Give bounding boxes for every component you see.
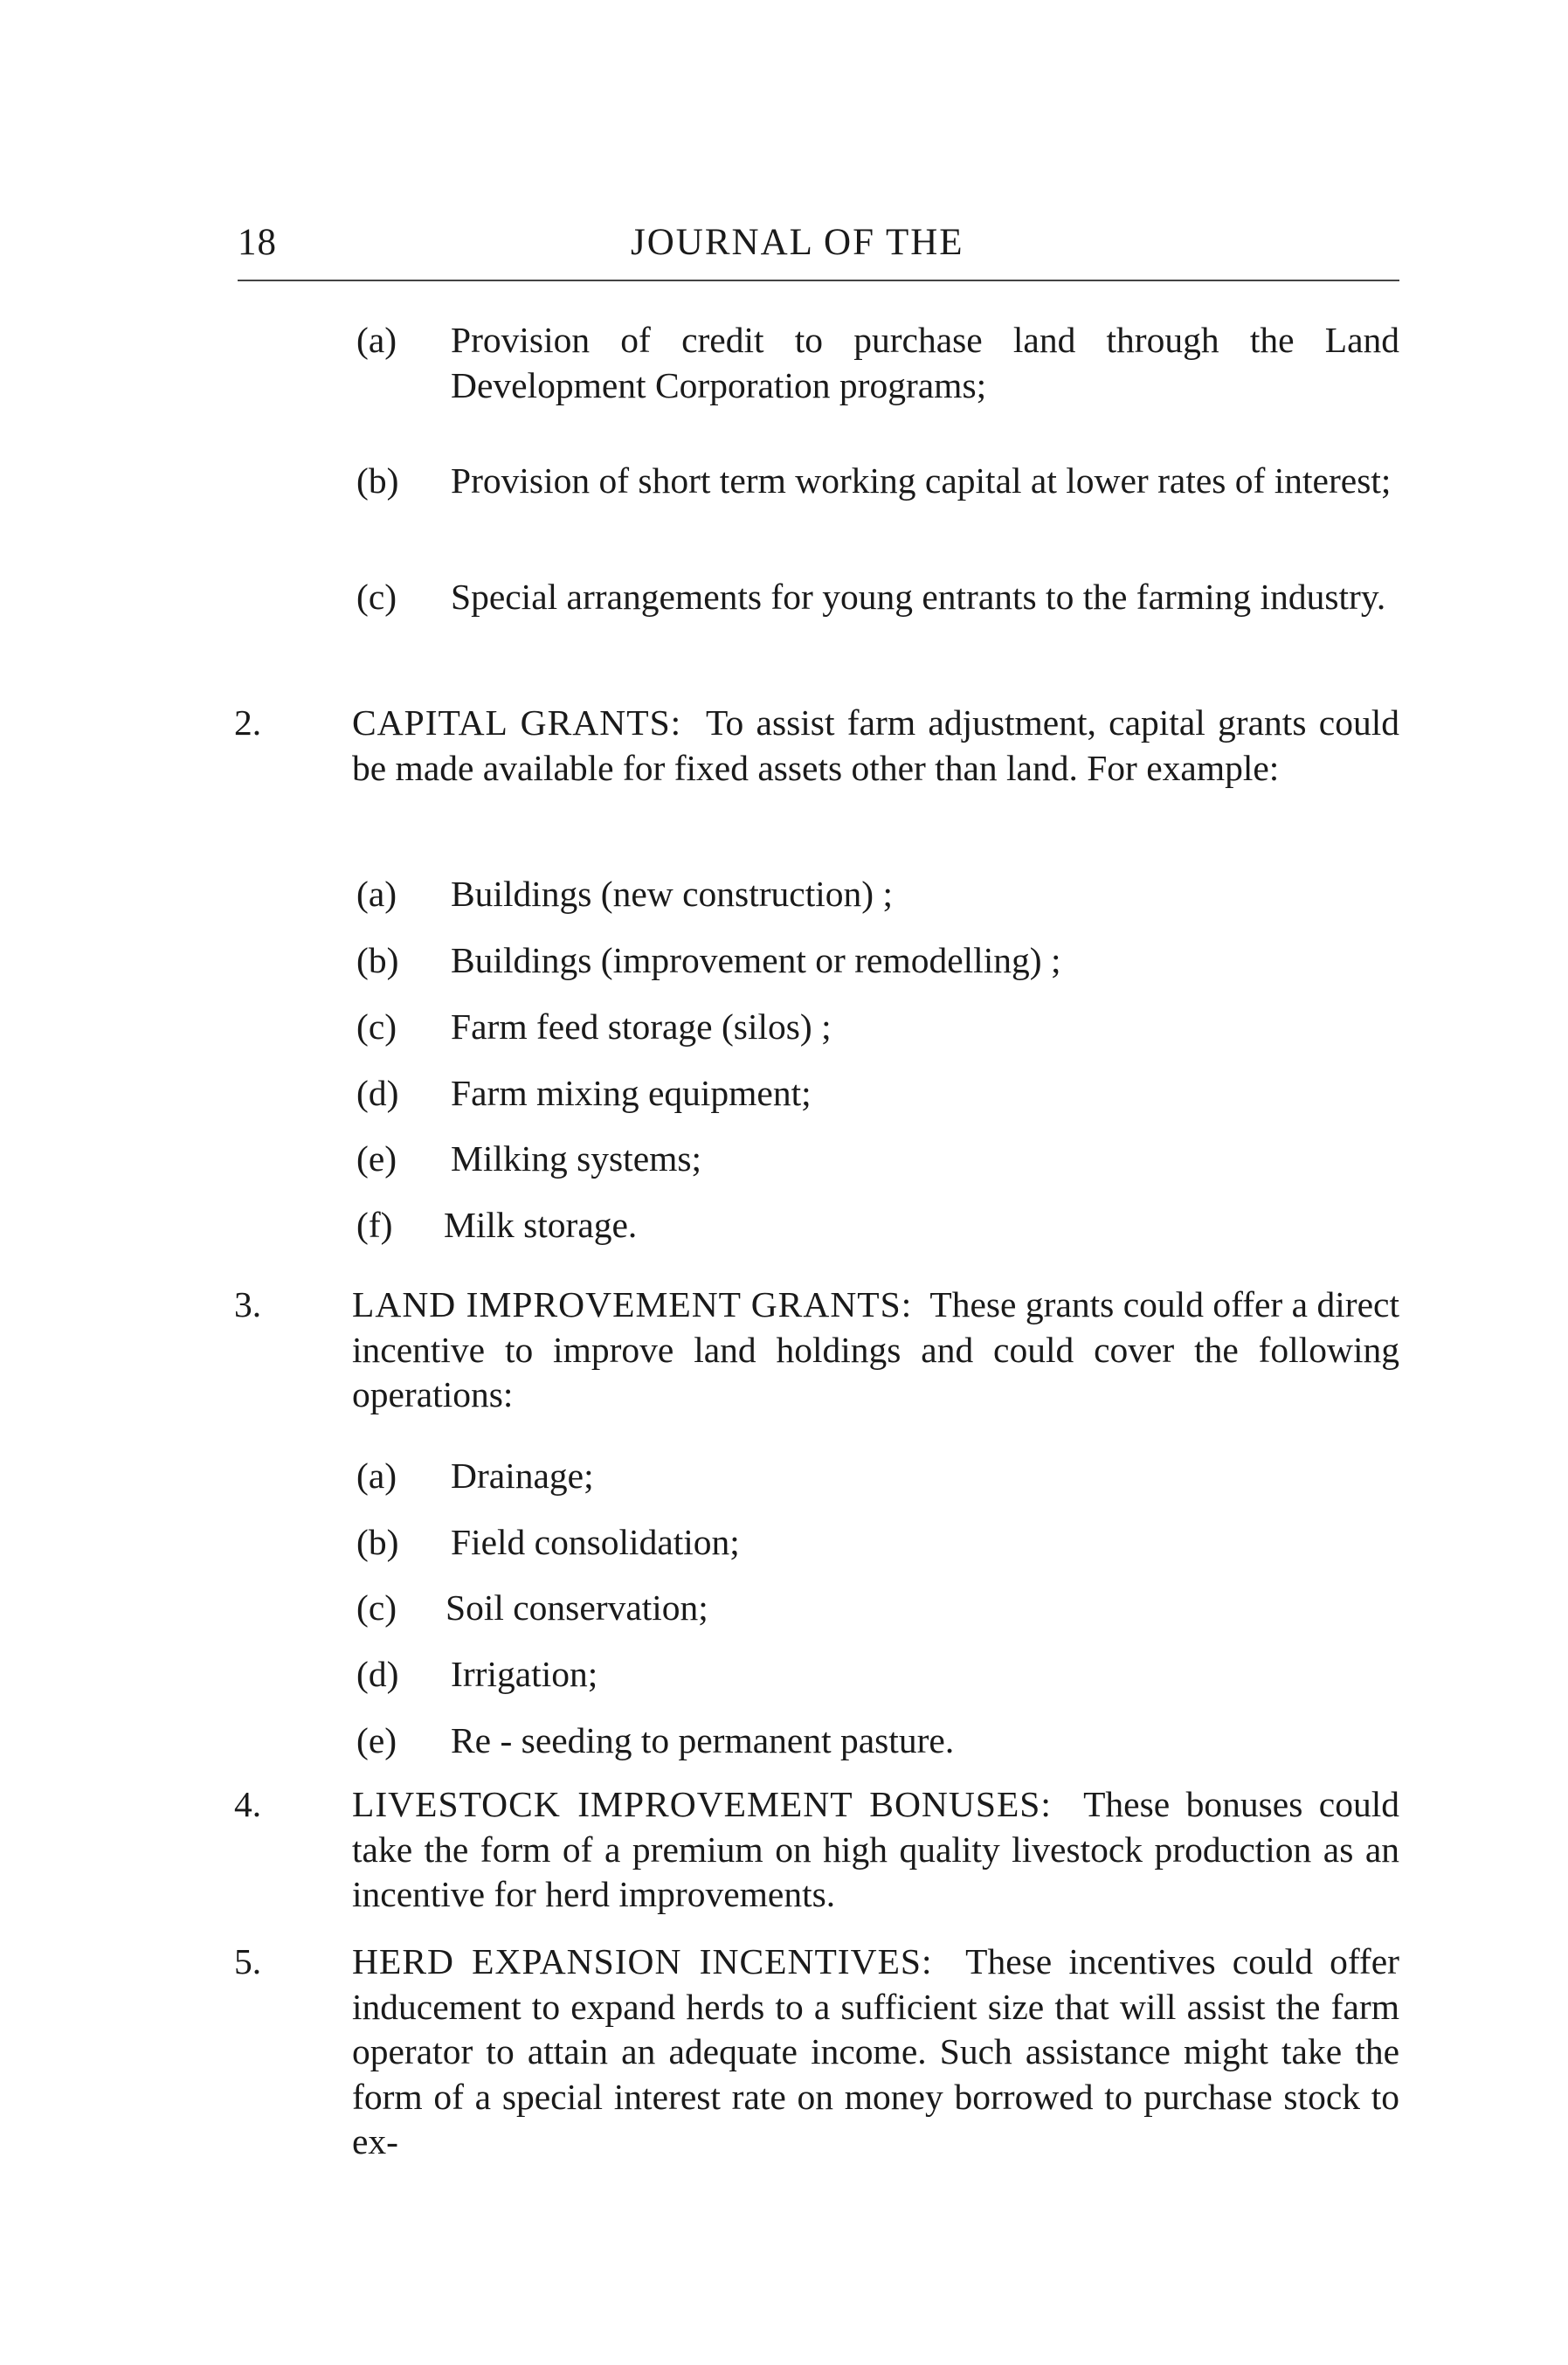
section-heading: LIVESTOCK IMPROVEMENT BONUSES: [352, 1784, 1052, 1824]
list-item-text: Field consolidation; [451, 1522, 740, 1562]
section-number: 5. [234, 1941, 262, 1981]
list-item-label: (e) [356, 1138, 397, 1179]
section-paragraph [352, 701, 1399, 791]
list-item-text: Soil conservation; [446, 1587, 708, 1628]
section-heading: CAPITAL GRANTS: [352, 702, 682, 743]
section-paragraph [352, 1782, 1399, 1918]
list-item-text: Farm mixing equipment; [451, 1073, 812, 1113]
list-item-text: Milking systems; [451, 1138, 702, 1179]
list-item-label: (f) [356, 1205, 393, 1245]
list-item-label: (d) [356, 1073, 399, 1113]
list-item-text: Buildings (improvement or remodelling) ; [451, 940, 1061, 980]
section-text: These incentives could offer inducement to expand herds to a sufficient size that will assist the farm operator to attain an adequate income. Such assistance might take the form of a special interest rate on money borrowed to purchase stock to ex- [352, 1941, 1399, 2161]
section-text: These bonuses could take the form of a premium on high quality livestock production as an incentive for herd improvements. [352, 1784, 1399, 1914]
list-item-label: (e) [356, 1720, 397, 1760]
section-number: 3. [234, 1284, 262, 1324]
running-head: JOURNAL OF THE [631, 222, 964, 263]
list-item-label: (a) [356, 1456, 397, 1496]
intro-item-label: (b) [356, 460, 399, 501]
list-item-text: Drainage; [451, 1456, 594, 1496]
intro-item-text: Provision of short term working capital at lower rates of interest; [451, 460, 1392, 501]
intro-item-label: (a) [356, 320, 397, 360]
list-item-text: Farm feed storage (silos) ; [451, 1006, 832, 1047]
list-item-text: Irrigation; [451, 1654, 598, 1694]
section-heading: HERD EXPANSION INCENTIVES: [352, 1941, 933, 1981]
section-number: 2. [234, 702, 262, 743]
page-number: 18 [238, 222, 277, 263]
section-text: To assist farm adjustment, capital grants could be made available for fixed assets other than land. For example: [352, 702, 1399, 788]
section-number: 4. [234, 1784, 262, 1824]
list-item-text: Buildings (new construction) ; [451, 874, 894, 914]
list-item-label: (c) [356, 1587, 397, 1628]
section-text: These grants could offer a direct incentive to improve land holdings and could cover the following operations: [352, 1284, 1399, 1414]
list-item-label: (b) [356, 1522, 399, 1562]
section-heading: LAND IMPROVEMENT GRANTS: [352, 1284, 913, 1324]
list-item-label: (d) [356, 1654, 399, 1694]
list-item-label: (a) [356, 874, 397, 914]
intro-item-label: (c) [356, 577, 397, 617]
section-paragraph [352, 1283, 1399, 1418]
list-item-text: Milk storage. [444, 1205, 638, 1245]
list-item-text: Re - seeding to permanent pasture. [451, 1720, 955, 1760]
list-item-label: (c) [356, 1006, 397, 1047]
list-item-label: (b) [356, 940, 399, 980]
intro-item-text: Special arrangements for young entrants to the farming industry. [451, 577, 1386, 617]
section-paragraph [352, 1940, 1399, 2165]
page-header [238, 218, 1399, 281]
intro-item-text: Provision of credit to purchase land through the Land Development Corporation programs; [451, 320, 1399, 405]
